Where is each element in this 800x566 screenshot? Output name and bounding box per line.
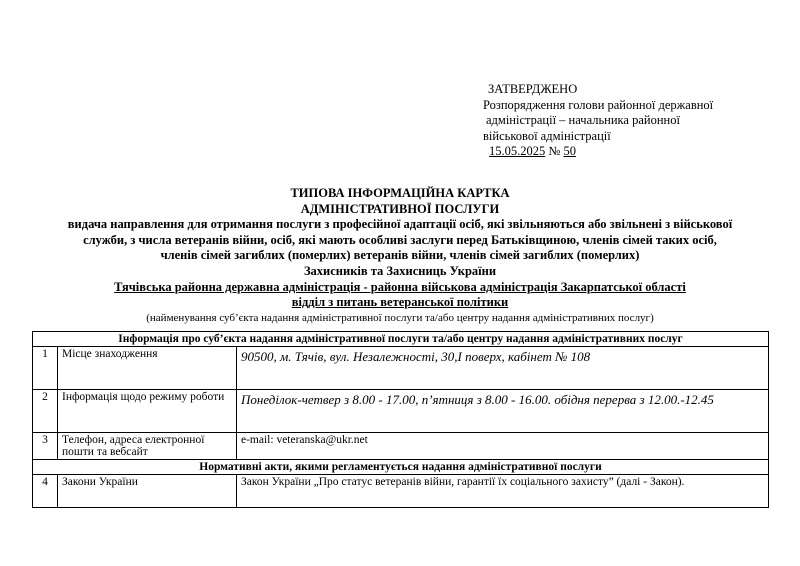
document-subtitle: АДМІНІСТРАТИВНОЇ ПОСЛУГИ bbox=[300, 201, 500, 216]
authority-caption: (найменування суб’єкта надання адміністративної послуги та/або центру надання адміністративних послуг) bbox=[146, 311, 654, 324]
row-number: 2 bbox=[33, 390, 58, 433]
row-value-location: 90500, м. Тячів, вул. Незалежності, 30,І поверх, кабінет № 108 bbox=[237, 347, 769, 390]
approval-line-3: військової адміністрації bbox=[483, 128, 611, 143]
approval-number: 50 bbox=[563, 144, 576, 158]
section-header-2: Нормативні акти, якими регламентується надання адміністративної послуги bbox=[33, 460, 769, 475]
service-name-line-4: Захисників та Захисниць України bbox=[303, 263, 497, 278]
service-name-line-3: членів сімей загиблих (померлих) ветеранів війни, членів сімей загиблих (померлих) bbox=[160, 248, 640, 263]
row-label: Телефон, адреса електронної пошти та вебсайт bbox=[58, 433, 237, 460]
service-name-line-2: служби, з числа ветеранів війни, осіб, які мають особливі заслуги перед Батьківщиною, членів сімей таких осіб, bbox=[83, 232, 717, 247]
approval-line-2: адміністрації – начальника районної bbox=[486, 113, 680, 127]
table-row bbox=[33, 433, 769, 460]
row-value-laws: Закон України „Про статус ветеранів війни, гарантії їх соціального захисту” (далі - Закон). bbox=[237, 475, 769, 508]
service-name-line-1: видача направлення для отримання послуги з професійної адаптації осіб, які звільняються або звільнені з військової bbox=[67, 217, 733, 232]
row-value-contacts: e-mail: veteranska@ukr.net bbox=[237, 433, 769, 460]
document-header bbox=[40, 186, 760, 325]
row-label: Місце знаходження bbox=[58, 347, 237, 390]
row-label: Інформація щодо режиму роботи bbox=[58, 390, 237, 433]
approval-date-line bbox=[483, 144, 783, 160]
section-header-row bbox=[33, 332, 769, 347]
row-label: Закони України bbox=[58, 475, 237, 508]
row-number: 1 bbox=[33, 347, 58, 390]
approval-title: ЗАТВЕРДЖЕНО bbox=[488, 82, 578, 96]
approval-line-1: Розпорядження голови районної державної bbox=[483, 97, 714, 112]
info-table bbox=[32, 331, 769, 508]
section-header-1: Інформація про суб’єкта надання адміністративної послуги та/або центру надання адміністративних послуг bbox=[33, 332, 769, 347]
table-row bbox=[33, 347, 769, 390]
row-number: 4 bbox=[33, 475, 58, 508]
row-value-schedule: Понеділок-четвер з 8.00 - 17.00, п’ятниця з 8.00 - 16.00. обідня перерва з 12.00.-12.45 bbox=[237, 390, 769, 433]
section-header-row bbox=[33, 460, 769, 475]
department-name: відділ з питань ветеранської політики bbox=[291, 295, 509, 310]
approval-block bbox=[483, 82, 783, 160]
approval-number-sign: № bbox=[548, 144, 561, 158]
authority-name: Тячівська районна державна адміністрація - районна військова адміністрація Закарпатської області bbox=[114, 279, 686, 294]
row-number: 3 bbox=[33, 433, 58, 460]
document-title: ТИПОВА ІНФОРМАЦІЙНА КАРТКА bbox=[290, 186, 510, 200]
approval-date: 15.05.2025 bbox=[489, 144, 546, 158]
table-row bbox=[33, 390, 769, 433]
table-row bbox=[33, 475, 769, 508]
